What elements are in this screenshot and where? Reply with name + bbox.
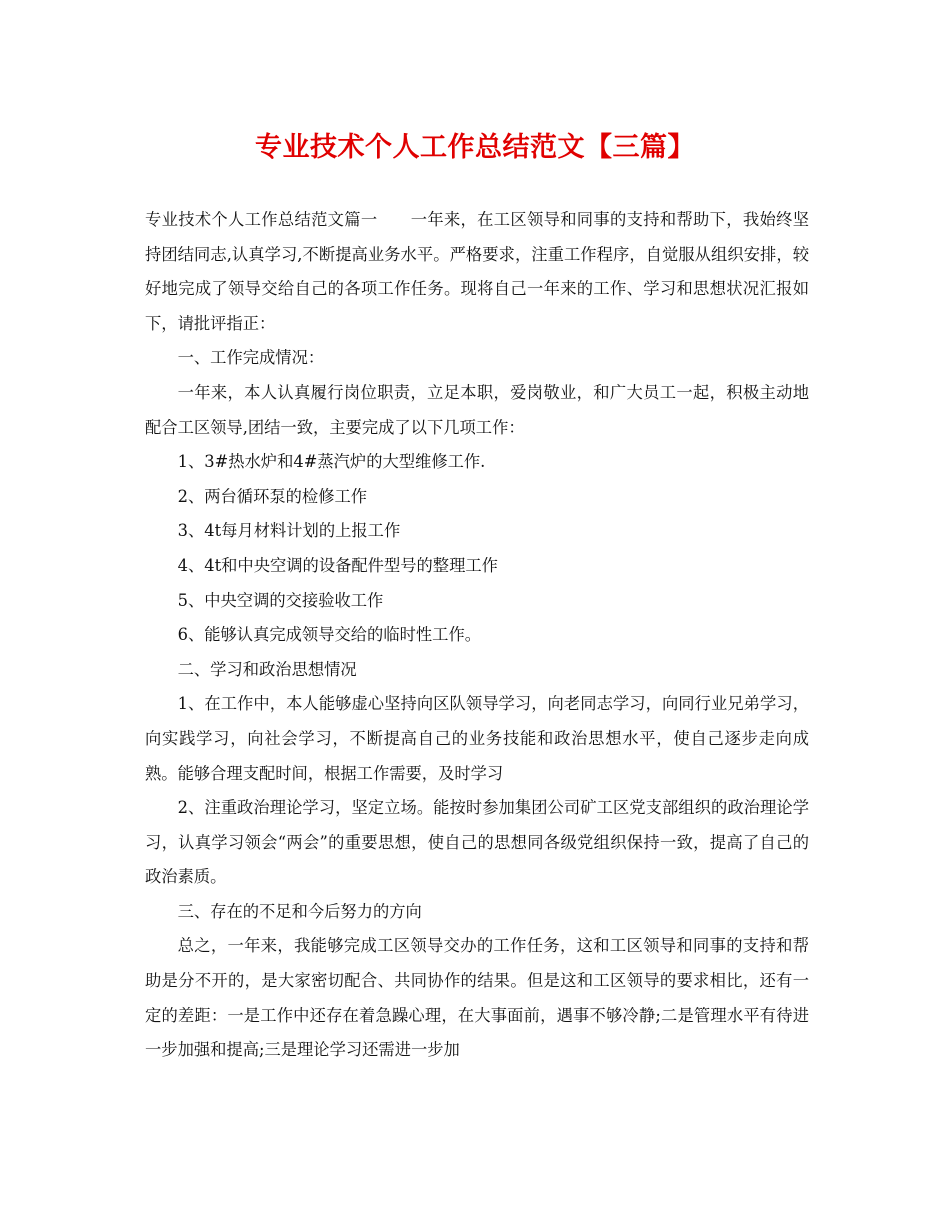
paragraph: 1、在工作中，本人能够虚心坚持向区队领导学习，向老同志学习，向同行业兄弟学习，向实践学习，向社会学习，不断提高自己的业务技能和政治思想水平，使自己逐步走向成熟。能够合理支配时间，根据工作需要，及时学习 xyxy=(145,694,809,783)
paragraph: 总之，一年来，我能够完成工区领导交办的工作任务，这和工区领导和同事的支持和帮助是分不开的，是大家密切配合、共同协作的结果。但是这和工区领导的要求相比，还有一定的差距：一是工作中还存在着急躁心理，在大事面前，遇事不够冷静;二是管理水平有待进一步加强和提高;三是理论学习还需进一步加 xyxy=(145,936,809,1060)
paragraph: 2、两台循环泵的检修工作 xyxy=(177,486,368,506)
paragraph: 三、存在的不足和今后努力的方向 xyxy=(177,901,422,921)
paragraph: 3、4t每月材料计划的上报工作 xyxy=(177,521,401,541)
paragraph: 专业技术个人工作总结范文篇一 一年来，在工区领导和同事的支持和帮助下，我始终坚持团结同志,认真学习,不断提高业务水平。严格要求，注重工作程序，自觉服从组织安排，较好地完成了领导交给自己的各项工作任务。现将自己一年来的工作、学习和思想状况汇报如下，请批评指正： xyxy=(145,210,809,333)
paragraph: 2、注重政治理论学习，坚定立场。能按时参加集团公司矿工区党支部组织的政治理论学习，认真学习领会“两会”的重要思想，使自己的思想同各级党组织保持一致，提高了自己的政治素质。 xyxy=(145,798,809,887)
paragraph: 一、工作完成情况： xyxy=(177,348,325,368)
paragraph: 二、学习和政治思想情况 xyxy=(177,659,357,679)
paragraph: 4、4t和中央空调的设备配件型号的整理工作 xyxy=(177,555,498,575)
document-title: 专业技术个人工作总结范文【三篇】 xyxy=(255,132,695,163)
document-body xyxy=(145,203,809,1068)
paragraph: 一年来，本人认真履行岗位职责，立足本职，爱岗敬业，和广大员工一起，积极主动地配合工区领导,团结一致，主要完成了以下几项工作： xyxy=(145,382,809,437)
paragraph: 1、3#热水炉和4#蒸汽炉的大型维修工作. xyxy=(177,452,486,472)
paragraph: 5、中央空调的交接验收工作 xyxy=(177,590,384,610)
paragraph: 6、能够认真完成领导交给的临时性工作。 xyxy=(177,625,482,645)
